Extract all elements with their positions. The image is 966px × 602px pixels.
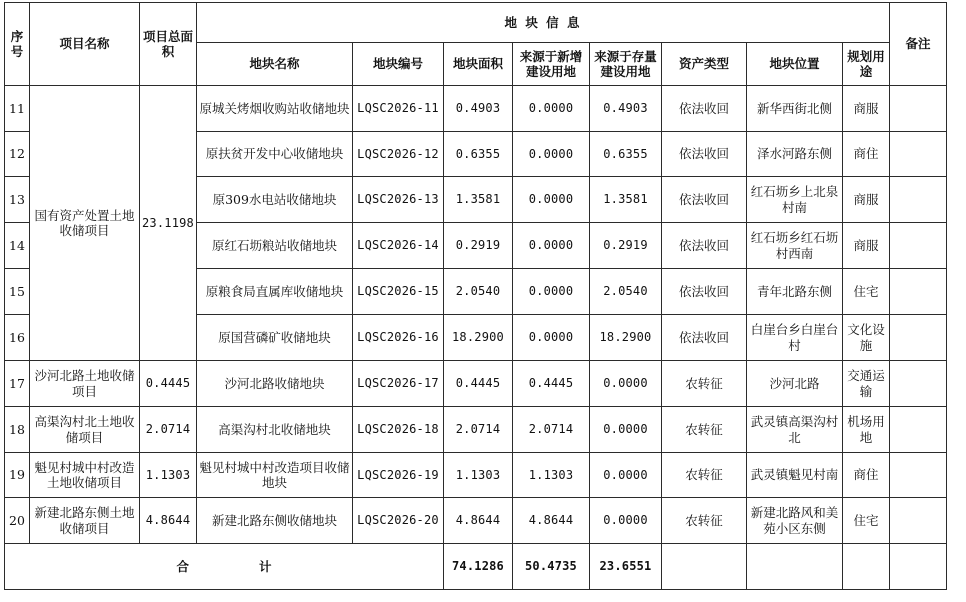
cell-location: 白崖台乡白崖台村 [747,315,843,361]
cell-seq: 13 [5,177,30,223]
cell-parcel-name: 高渠沟村北收储地块 [197,407,353,453]
land-reserve-table-sheet [4,2,947,590]
cell-parcel-area: 1.3581 [444,177,513,223]
cell-parcel-code: LQSC2026-12 [353,132,444,177]
cell-parcel-name: 沙河北路收储地块 [197,361,353,407]
cell-seq: 11 [5,86,30,132]
cell-remark [890,223,947,269]
cell-from-new: 0.0000 [513,132,590,177]
cell-parcel-area: 4.8644 [444,498,513,544]
table-row [5,453,947,498]
header-seq: 序号 [5,3,30,86]
cell-parcel-area: 2.0540 [444,269,513,315]
cell-from-new: 4.8644 [513,498,590,544]
cell-from-stock: 18.2900 [590,315,662,361]
cell-planned-use: 住宅 [843,498,890,544]
cell-location: 红石坜乡上北泉村南 [747,177,843,223]
cell-project-area: 2.0714 [140,407,197,453]
total-location [747,544,843,590]
cell-location: 泽水河路东侧 [747,132,843,177]
cell-parcel-code: LQSC2026-11 [353,86,444,132]
total-planned-use [843,544,890,590]
cell-project-name: 新建北路东侧土地收储项目 [30,498,140,544]
cell-asset-type: 农转征 [662,453,747,498]
cell-from-stock: 0.0000 [590,498,662,544]
total-label-ji: 计 [259,558,272,574]
table-row [5,498,947,544]
header-from-stock: 来源于存量建设用地 [590,43,662,86]
cell-seq: 14 [5,223,30,269]
cell-parcel-code: LQSC2026-20 [353,498,444,544]
cell-from-new: 1.1303 [513,453,590,498]
cell-from-stock: 0.0000 [590,361,662,407]
cell-parcel-name: 原城关烤烟收购站收储地块 [197,86,353,132]
cell-location: 新华西街北侧 [747,86,843,132]
cell-from-stock: 0.2919 [590,223,662,269]
cell-planned-use: 商住 [843,132,890,177]
total-parcel-area: 74.1286 [444,544,513,590]
cell-project-name: 高渠沟村北土地收储项目 [30,407,140,453]
cell-from-stock: 0.0000 [590,407,662,453]
table-row [5,407,947,453]
cell-location: 武灵镇魁见村南 [747,453,843,498]
cell-project-area: 1.1303 [140,453,197,498]
header-parcel-info: 地 块 信 息 [197,3,890,43]
cell-location: 青年北路东侧 [747,269,843,315]
cell-parcel-area: 18.2900 [444,315,513,361]
cell-planned-use: 商服 [843,177,890,223]
cell-parcel-area: 0.6355 [444,132,513,177]
total-remark [890,544,947,590]
header-asset-type: 资产类型 [662,43,747,86]
cell-parcel-code: LQSC2026-14 [353,223,444,269]
cell-project-area: 0.4445 [140,361,197,407]
cell-remark [890,132,947,177]
total-row [5,544,947,590]
header-from-new: 来源于新增建设用地 [513,43,590,86]
cell-asset-type: 依法收回 [662,269,747,315]
cell-from-new: 0.0000 [513,223,590,269]
cell-remark [890,315,947,361]
header-project-area: 项目总面积 [140,3,197,86]
header-parcel-name: 地块名称 [197,43,353,86]
cell-asset-type: 农转征 [662,407,747,453]
cell-from-stock: 0.6355 [590,132,662,177]
cell-remark [890,453,947,498]
cell-asset-type: 依法收回 [662,86,747,132]
cell-parcel-code: LQSC2026-13 [353,177,444,223]
cell-asset-type: 依法收回 [662,177,747,223]
cell-remark [890,361,947,407]
total-from-new: 50.4735 [513,544,590,590]
cell-location: 红石坜乡红石坜村西南 [747,223,843,269]
total-asset-type [662,544,747,590]
cell-parcel-area: 0.4445 [444,361,513,407]
total-label-he: 合 [176,558,189,574]
cell-parcel-area: 1.1303 [444,453,513,498]
cell-parcel-name: 原红石坜粮站收储地块 [197,223,353,269]
table-row [5,86,947,132]
cell-seq: 20 [5,498,30,544]
cell-remark [890,269,947,315]
total-from-stock: 23.6551 [590,544,662,590]
cell-remark [890,177,947,223]
header-location: 地块位置 [747,43,843,86]
cell-parcel-area: 2.0714 [444,407,513,453]
cell-parcel-area: 0.4903 [444,86,513,132]
cell-planned-use: 商住 [843,453,890,498]
cell-from-new: 0.0000 [513,86,590,132]
cell-remark [890,407,947,453]
cell-seq: 15 [5,269,30,315]
cell-seq: 18 [5,407,30,453]
cell-parcel-name: 魁见村城中村改造项目收储地块 [197,453,353,498]
header-row-top [5,3,947,43]
header-project-name: 项目名称 [30,3,140,86]
cell-asset-type: 依法收回 [662,315,747,361]
cell-location: 沙河北路 [747,361,843,407]
cell-from-new: 0.0000 [513,269,590,315]
cell-planned-use: 文化设施 [843,315,890,361]
cell-planned-use: 机场用地 [843,407,890,453]
cell-parcel-name: 原309水电站收储地块 [197,177,353,223]
cell-parcel-name: 原国营磷矿收储地块 [197,315,353,361]
cell-remark [890,86,947,132]
header-parcel-area: 地块面积 [444,43,513,86]
cell-parcel-code: LQSC2026-18 [353,407,444,453]
cell-from-stock: 0.0000 [590,453,662,498]
cell-project-area: 23.1198 [140,86,197,361]
header-planned-use: 规划用途 [843,43,890,86]
cell-from-new: 0.0000 [513,315,590,361]
cell-planned-use: 交通运输 [843,361,890,407]
cell-location: 新建北路风和美苑小区东侧 [747,498,843,544]
cell-parcel-name: 原扶贫开发中心收储地块 [197,132,353,177]
land-reserve-table [4,2,947,590]
cell-from-stock: 2.0540 [590,269,662,315]
cell-location: 武灵镇高渠沟村北 [747,407,843,453]
cell-planned-use: 商服 [843,86,890,132]
cell-seq: 17 [5,361,30,407]
cell-seq: 16 [5,315,30,361]
cell-project-name: 魁见村城中村改造土地收储项目 [30,453,140,498]
cell-parcel-name: 原粮食局直属库收储地块 [197,269,353,315]
cell-parcel-code: LQSC2026-15 [353,269,444,315]
cell-planned-use: 商服 [843,223,890,269]
cell-seq: 12 [5,132,30,177]
table-row [5,361,947,407]
cell-parcel-code: LQSC2026-16 [353,315,444,361]
cell-seq: 19 [5,453,30,498]
cell-asset-type: 依法收回 [662,132,747,177]
cell-parcel-name: 新建北路东侧收储地块 [197,498,353,544]
cell-asset-type: 农转征 [662,498,747,544]
header-parcel-code: 地块编号 [353,43,444,86]
cell-from-stock: 0.4903 [590,86,662,132]
cell-remark [890,498,947,544]
cell-from-stock: 1.3581 [590,177,662,223]
cell-planned-use: 住宅 [843,269,890,315]
cell-project-name: 国有资产处置土地收储项目 [30,86,140,361]
header-remark: 备注 [890,3,947,86]
cell-from-new: 0.4445 [513,361,590,407]
cell-parcel-area: 0.2919 [444,223,513,269]
cell-project-name: 沙河北路土地收储项目 [30,361,140,407]
cell-asset-type: 依法收回 [662,223,747,269]
cell-asset-type: 农转征 [662,361,747,407]
cell-project-area: 4.8644 [140,498,197,544]
cell-from-new: 0.0000 [513,177,590,223]
cell-from-new: 2.0714 [513,407,590,453]
cell-parcel-code: LQSC2026-17 [353,361,444,407]
cell-parcel-code: LQSC2026-19 [353,453,444,498]
total-label [5,544,444,590]
